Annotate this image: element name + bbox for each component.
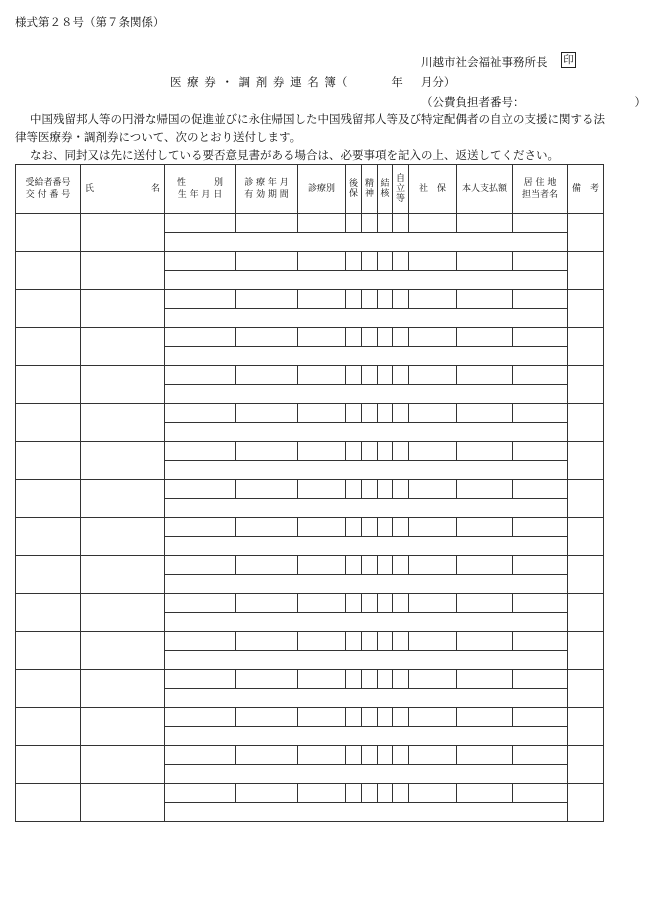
residence-cell[interactable] <box>513 670 568 689</box>
self-pay-cell[interactable] <box>457 746 513 765</box>
treatment-type-cell[interactable] <box>298 632 346 651</box>
recipient-number-cell[interactable] <box>16 328 81 366</box>
seishin-cell[interactable] <box>362 252 378 271</box>
residence-cell[interactable] <box>513 632 568 651</box>
jiritsu-cell[interactable] <box>393 632 409 651</box>
self-pay-cell[interactable] <box>457 556 513 575</box>
issuer-name: 川越市社会福祉事務所長 <box>421 55 548 69</box>
header-residence-label: 居 住 地 <box>523 178 557 188</box>
remarks-cell[interactable] <box>568 784 604 822</box>
treatment-type-cell[interactable] <box>298 670 346 689</box>
treatment-type-cell[interactable] <box>298 214 346 233</box>
treatment-type-cell[interactable] <box>298 442 346 461</box>
remarks-cell[interactable] <box>568 366 604 404</box>
treatment-type-cell[interactable] <box>298 518 346 537</box>
seishin-cell[interactable] <box>362 784 378 803</box>
sex-birth-cell[interactable] <box>165 366 236 385</box>
seishin-cell[interactable] <box>362 708 378 727</box>
residence-cell[interactable] <box>513 708 568 727</box>
social-insurance-cell[interactable] <box>409 366 457 385</box>
name-cell[interactable] <box>81 632 165 670</box>
header-self-pay-label: 本人支払額 <box>461 184 507 194</box>
table-header-row <box>16 165 604 214</box>
jiritsu-cell[interactable] <box>393 556 409 575</box>
social-insurance-cell[interactable] <box>409 252 457 271</box>
treatment-type-cell[interactable] <box>298 480 346 499</box>
self-pay-cell[interactable] <box>457 670 513 689</box>
self-pay-cell[interactable] <box>457 214 513 233</box>
residence-cell[interactable] <box>513 556 568 575</box>
self-pay-cell[interactable] <box>457 594 513 613</box>
sex-birth-cell[interactable] <box>165 670 236 689</box>
title-main: 医 療 券 ・ 調 剤 券 連 名 簿（ <box>170 75 348 89</box>
header-seishin-label: 精神 <box>364 178 374 199</box>
name-cell[interactable] <box>81 708 165 746</box>
self-pay-cell[interactable] <box>457 442 513 461</box>
sex-birth-cell[interactable] <box>165 404 236 423</box>
table-row <box>16 252 604 271</box>
exam-period-cell[interactable] <box>236 670 298 689</box>
sex-birth-cell[interactable] <box>165 594 236 613</box>
jiritsu-cell[interactable] <box>393 746 409 765</box>
kouki-cell[interactable] <box>346 632 362 651</box>
remarks-cell[interactable] <box>568 556 604 594</box>
header-self-pay <box>457 165 513 214</box>
header-kekkaku <box>378 165 393 214</box>
remarks-cell[interactable] <box>568 518 604 556</box>
treatment-type-cell[interactable] <box>298 328 346 347</box>
table-row <box>16 708 604 727</box>
treatment-type-cell[interactable] <box>298 784 346 803</box>
header-social-insurance <box>409 165 457 214</box>
exam-period-cell[interactable] <box>236 632 298 651</box>
row-note-cell[interactable] <box>165 309 568 328</box>
treatment-type-cell[interactable] <box>298 366 346 385</box>
header-remarks-label: 備 考 <box>571 184 599 194</box>
self-pay-cell[interactable] <box>457 518 513 537</box>
exam-period-cell[interactable] <box>236 556 298 575</box>
header-exam-month: 診 療 年 月 <box>244 178 289 188</box>
name-cell[interactable] <box>81 480 165 518</box>
public-burden-number <box>421 94 646 110</box>
kekkaku-cell[interactable] <box>378 746 393 765</box>
recipient-number-cell[interactable] <box>16 784 81 822</box>
return-instruction: なお、同封又は先に送付している要否意見書がある場合は、必要事項を記入の上、返送してください。 <box>30 148 559 162</box>
kekkaku-cell[interactable] <box>378 214 393 233</box>
name-cell[interactable] <box>81 594 165 632</box>
exam-period-cell[interactable] <box>236 594 298 613</box>
recipient-number-cell[interactable] <box>16 404 81 442</box>
name-cell[interactable] <box>81 746 165 784</box>
form-number: 様式第２８号（第７条関係） <box>15 15 165 29</box>
social-insurance-cell[interactable] <box>409 632 457 651</box>
self-pay-cell[interactable] <box>457 708 513 727</box>
header-exam-period <box>236 165 298 214</box>
treatment-type-cell[interactable] <box>298 746 346 765</box>
recipient-number-cell[interactable] <box>16 518 81 556</box>
kouki-cell[interactable] <box>346 594 362 613</box>
kekkaku-cell[interactable] <box>378 290 393 309</box>
name-cell[interactable] <box>81 366 165 404</box>
seishin-cell[interactable] <box>362 290 378 309</box>
jiritsu-cell[interactable] <box>393 214 409 233</box>
sex-birth-cell[interactable] <box>165 784 236 803</box>
header-jiritsu <box>393 165 409 214</box>
row-note-cell[interactable] <box>165 423 568 442</box>
kouki-cell[interactable] <box>346 708 362 727</box>
seishin-cell[interactable] <box>362 480 378 499</box>
name-cell[interactable] <box>81 290 165 328</box>
header-treatment-type <box>298 165 346 214</box>
recipient-number-cell[interactable] <box>16 290 81 328</box>
seishin-cell[interactable] <box>362 442 378 461</box>
social-insurance-cell[interactable] <box>409 328 457 347</box>
social-insurance-cell[interactable] <box>409 784 457 803</box>
kekkaku-cell[interactable] <box>378 708 393 727</box>
sex-birth-cell[interactable] <box>165 290 236 309</box>
recipient-number-cell[interactable] <box>16 214 81 252</box>
name-cell[interactable] <box>81 214 165 252</box>
kekkaku-cell[interactable] <box>378 784 393 803</box>
name-cell[interactable] <box>81 556 165 594</box>
jiritsu-cell[interactable] <box>393 366 409 385</box>
social-insurance-cell[interactable] <box>409 518 457 537</box>
seishin-cell[interactable] <box>362 746 378 765</box>
name-cell[interactable] <box>81 442 165 480</box>
kouki-cell[interactable] <box>346 670 362 689</box>
title-year: 年 <box>391 75 403 89</box>
name-cell[interactable] <box>81 404 165 442</box>
recipient-number-cell[interactable] <box>16 252 81 290</box>
remarks-cell[interactable] <box>568 404 604 442</box>
residence-cell[interactable] <box>513 252 568 271</box>
row-note-cell[interactable] <box>165 651 568 670</box>
self-pay-cell[interactable] <box>457 328 513 347</box>
self-pay-cell[interactable] <box>457 632 513 651</box>
recipient-number-cell[interactable] <box>16 442 81 480</box>
exam-period-cell[interactable] <box>236 328 298 347</box>
kouki-cell[interactable] <box>346 214 362 233</box>
jiritsu-cell[interactable] <box>393 328 409 347</box>
residence-cell[interactable] <box>513 442 568 461</box>
row-note-cell[interactable] <box>165 803 568 822</box>
title-month: 月分） <box>420 75 456 89</box>
kekkaku-cell[interactable] <box>378 366 393 385</box>
residence-cell[interactable] <box>513 328 568 347</box>
sex-birth-cell[interactable] <box>165 442 236 461</box>
roster-body <box>16 214 604 822</box>
seal-box: 印 <box>561 52 576 68</box>
seishin-cell[interactable] <box>362 632 378 651</box>
residence-cell[interactable] <box>513 746 568 765</box>
remarks-cell[interactable] <box>568 670 604 708</box>
social-insurance-cell[interactable] <box>409 556 457 575</box>
seishin-cell[interactable] <box>362 518 378 537</box>
seishin-cell[interactable] <box>362 556 378 575</box>
exam-period-cell[interactable] <box>236 442 298 461</box>
name-cell[interactable] <box>81 518 165 556</box>
table-row <box>16 556 604 575</box>
treatment-type-cell[interactable] <box>298 404 346 423</box>
header-name-first: 氏 <box>85 184 95 194</box>
header-sex-second: 別 <box>213 178 223 188</box>
seishin-cell[interactable] <box>362 404 378 423</box>
table-row <box>16 784 604 803</box>
header-name-second: 名 <box>150 184 160 194</box>
treatment-type-cell[interactable] <box>298 594 346 613</box>
table-row <box>16 518 604 537</box>
row-note-cell[interactable] <box>165 575 568 594</box>
residence-cell[interactable] <box>513 214 568 233</box>
kekkaku-cell[interactable] <box>378 252 393 271</box>
remarks-cell[interactable] <box>568 290 604 328</box>
remarks-cell[interactable] <box>568 632 604 670</box>
kouki-cell[interactable] <box>346 480 362 499</box>
remarks-cell[interactable] <box>568 480 604 518</box>
header-shaho-label: 社 保 <box>418 184 446 194</box>
kekkaku-cell[interactable] <box>378 328 393 347</box>
remarks-cell[interactable] <box>568 214 604 252</box>
kekkaku-cell[interactable] <box>378 404 393 423</box>
name-cell[interactable] <box>81 252 165 290</box>
social-insurance-cell[interactable] <box>409 746 457 765</box>
intro-paragraph-line2: 律等医療券・調剤券について、次のとおり送付します。 <box>15 130 302 144</box>
header-kouki <box>346 165 362 214</box>
kekkaku-cell[interactable] <box>378 632 393 651</box>
row-note-cell[interactable] <box>165 461 568 480</box>
name-cell[interactable] <box>81 784 165 822</box>
table-row <box>16 480 604 499</box>
table-row <box>16 746 604 765</box>
seishin-cell[interactable] <box>362 670 378 689</box>
header-residence <box>513 165 568 214</box>
self-pay-cell[interactable] <box>457 252 513 271</box>
row-note-cell[interactable] <box>165 499 568 518</box>
residence-cell[interactable] <box>513 594 568 613</box>
jiritsu-cell[interactable] <box>393 252 409 271</box>
exam-period-cell[interactable] <box>236 784 298 803</box>
exam-period-cell[interactable] <box>236 290 298 309</box>
sex-birth-cell[interactable] <box>165 252 236 271</box>
header-issue-label: 交 付 番 号 <box>25 190 71 200</box>
jiritsu-cell[interactable] <box>393 670 409 689</box>
treatment-type-cell[interactable] <box>298 556 346 575</box>
kekkaku-cell[interactable] <box>378 442 393 461</box>
exam-period-cell[interactable] <box>236 404 298 423</box>
remarks-cell[interactable] <box>568 252 604 290</box>
kekkaku-cell[interactable] <box>378 480 393 499</box>
jiritsu-cell[interactable] <box>393 442 409 461</box>
recipient-number-cell[interactable] <box>16 594 81 632</box>
self-pay-cell[interactable] <box>457 290 513 309</box>
treatment-type-cell[interactable] <box>298 708 346 727</box>
burden-close: ） <box>634 95 646 109</box>
kouki-cell[interactable] <box>346 784 362 803</box>
social-insurance-cell[interactable] <box>409 442 457 461</box>
document-title <box>170 74 455 90</box>
residence-cell[interactable] <box>513 480 568 499</box>
exam-period-cell[interactable] <box>236 746 298 765</box>
row-note-cell[interactable] <box>165 385 568 404</box>
sex-birth-cell[interactable] <box>165 708 236 727</box>
kekkaku-cell[interactable] <box>378 594 393 613</box>
remarks-cell[interactable] <box>568 442 604 480</box>
sex-birth-cell[interactable] <box>165 214 236 233</box>
residence-cell[interactable] <box>513 518 568 537</box>
row-note-cell[interactable] <box>165 613 568 632</box>
jiritsu-cell[interactable] <box>393 784 409 803</box>
social-insurance-cell[interactable] <box>409 214 457 233</box>
kekkaku-cell[interactable] <box>378 518 393 537</box>
table-row <box>16 404 604 423</box>
table-row <box>16 290 604 309</box>
self-pay-cell[interactable] <box>457 404 513 423</box>
row-note-cell[interactable] <box>165 537 568 556</box>
header-seishin <box>362 165 378 214</box>
seishin-cell[interactable] <box>362 214 378 233</box>
kouki-cell[interactable] <box>346 556 362 575</box>
recipient-number-cell[interactable] <box>16 670 81 708</box>
remarks-cell[interactable] <box>568 746 604 784</box>
row-note-cell[interactable] <box>165 233 568 252</box>
recipient-number-cell[interactable] <box>16 746 81 784</box>
header-sex-first: 性 <box>177 178 187 188</box>
row-note-cell[interactable] <box>165 765 568 784</box>
header-kouki-label: 後保 <box>348 178 358 199</box>
recipient-number-cell[interactable] <box>16 632 81 670</box>
residence-cell[interactable] <box>513 784 568 803</box>
social-insurance-cell[interactable] <box>409 480 457 499</box>
table-row <box>16 632 604 651</box>
self-pay-cell[interactable] <box>457 366 513 385</box>
social-insurance-cell[interactable] <box>409 594 457 613</box>
jiritsu-cell[interactable] <box>393 480 409 499</box>
kouki-cell[interactable] <box>346 442 362 461</box>
seishin-cell[interactable] <box>362 328 378 347</box>
kouki-cell[interactable] <box>346 404 362 423</box>
header-jiritsu-label: 自立等 <box>395 173 405 204</box>
table-row <box>16 214 604 233</box>
sex-birth-cell[interactable] <box>165 556 236 575</box>
header-birth-date: 生 年 月 日 <box>177 190 223 200</box>
table-row <box>16 442 604 461</box>
remarks-cell[interactable] <box>568 708 604 746</box>
residence-cell[interactable] <box>513 404 568 423</box>
treatment-type-cell[interactable] <box>298 252 346 271</box>
header-sex-birth <box>165 165 236 214</box>
kekkaku-cell[interactable] <box>378 670 393 689</box>
burden-label: （公費負担者番号： <box>421 95 525 109</box>
recipient-number-cell[interactable] <box>16 366 81 404</box>
row-note-cell[interactable] <box>165 271 568 290</box>
exam-period-cell[interactable] <box>236 708 298 727</box>
self-pay-cell[interactable] <box>457 784 513 803</box>
header-name <box>81 165 165 214</box>
seishin-cell[interactable] <box>362 594 378 613</box>
social-insurance-cell[interactable] <box>409 290 457 309</box>
roster-table <box>15 164 604 822</box>
exam-period-cell[interactable] <box>236 252 298 271</box>
name-cell[interactable] <box>81 328 165 366</box>
kouki-cell[interactable] <box>346 366 362 385</box>
kouki-cell[interactable] <box>346 252 362 271</box>
exam-period-cell[interactable] <box>236 480 298 499</box>
kouki-cell[interactable] <box>346 746 362 765</box>
header-kekkaku-label: 結核 <box>380 178 390 199</box>
kouki-cell[interactable] <box>346 290 362 309</box>
header-staff-label: 担当者名 <box>521 190 558 200</box>
exam-period-cell[interactable] <box>236 518 298 537</box>
jiritsu-cell[interactable] <box>393 708 409 727</box>
kouki-cell[interactable] <box>346 518 362 537</box>
intro-paragraph-line1: 中国残留邦人等の円滑な帰国の促進並びに永住帰国した中国残留邦人等及び特定配偶者の自立の支援に関する法 <box>30 112 605 126</box>
social-insurance-cell[interactable] <box>409 708 457 727</box>
header-valid-period: 有 効 期 間 <box>244 190 289 200</box>
remarks-cell[interactable] <box>568 594 604 632</box>
seishin-cell[interactable] <box>362 366 378 385</box>
jiritsu-cell[interactable] <box>393 518 409 537</box>
jiritsu-cell[interactable] <box>393 290 409 309</box>
header-remarks <box>568 165 604 214</box>
kouki-cell[interactable] <box>346 328 362 347</box>
sex-birth-cell[interactable] <box>165 328 236 347</box>
remarks-cell[interactable] <box>568 328 604 366</box>
sex-birth-cell[interactable] <box>165 480 236 499</box>
header-recipient-label: 受給者番号 <box>25 178 71 188</box>
table-row <box>16 670 604 689</box>
row-note-cell[interactable] <box>165 727 568 746</box>
sex-birth-cell[interactable] <box>165 632 236 651</box>
recipient-number-cell[interactable] <box>16 708 81 746</box>
kekkaku-cell[interactable] <box>378 556 393 575</box>
name-cell[interactable] <box>81 670 165 708</box>
table-row <box>16 594 604 613</box>
header-recipient-number <box>16 165 81 214</box>
jiritsu-cell[interactable] <box>393 404 409 423</box>
self-pay-cell[interactable] <box>457 480 513 499</box>
table-row <box>16 366 604 385</box>
sex-birth-cell[interactable] <box>165 518 236 537</box>
jiritsu-cell[interactable] <box>393 594 409 613</box>
recipient-number-cell[interactable] <box>16 556 81 594</box>
header-type-label: 診療別 <box>307 184 335 194</box>
exam-period-cell[interactable] <box>236 214 298 233</box>
residence-cell[interactable] <box>513 290 568 309</box>
social-insurance-cell[interactable] <box>409 670 457 689</box>
table-row <box>16 328 604 347</box>
treatment-type-cell[interactable] <box>298 290 346 309</box>
exam-period-cell[interactable] <box>236 366 298 385</box>
residence-cell[interactable] <box>513 366 568 385</box>
social-insurance-cell[interactable] <box>409 404 457 423</box>
recipient-number-cell[interactable] <box>16 480 81 518</box>
row-note-cell[interactable] <box>165 689 568 708</box>
sex-birth-cell[interactable] <box>165 746 236 765</box>
row-note-cell[interactable] <box>165 347 568 366</box>
